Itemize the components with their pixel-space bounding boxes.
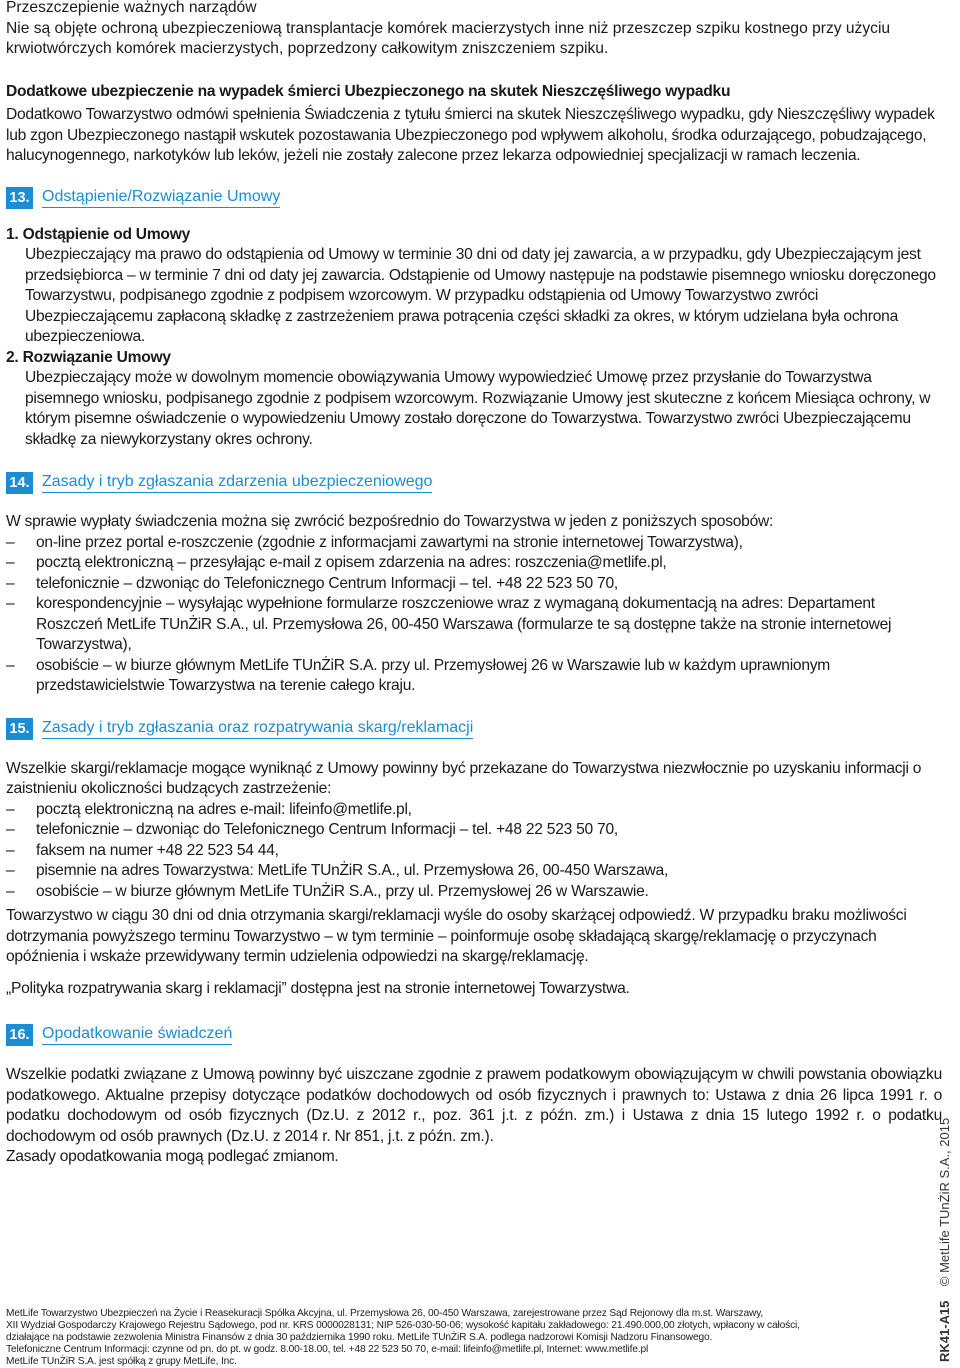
document-code-sidebar [937, 1118, 952, 1362]
document-code: RK41-A15 [937, 1300, 952, 1362]
section-number: 15. [6, 718, 33, 740]
tax-text: Wszelkie podatki związane z Umową powinny być uiszczane zgodnie z prawem podatkowym obowiązującym w chwili powstania obowiązku podatkowego. Aktualne przepisy dotyczące podatków dochodowych od osób fizycznych i prawnych to: Ustawa z dnia 26 lipca 1991 r. o podatku dochodowym od osób fizycznych (Dz.U. z 2012 r., poz. 361 j.t. z późn. zm.) i Ustawa z dnia 15 lutego 1992 r. o podatku dochodowym od osób prawnych (Dz.U. z 2014 r. Nr 851, j.t. z późn. zm.). [6, 1066, 942, 1145]
section-title: Zasady i tryb zgłaszania zdarzenia ubezpieczeniowego [42, 473, 432, 493]
accident-heading: Dodatkowe ubezpieczenie na wypadek śmierci Ubezpieczonego na skutek Nieszczęśliwego wypadku [6, 82, 731, 100]
subsection-text: Ubezpieczający może w dowolnym momencie obowiązywania Umowy wypowiedzieć Umowę przez przysłanie do Towarzystwa pisemnego wniosku, podpisanego zgodnie z podpisem wzorcowym. Rozwiązanie Umowy jest skuteczne z końcem Miesiąca ochrony, w którym pisemne oświadczenie o wypowiedzeniu Umowy zostało doręczone do Towarzystwa. Towarzystwo zwróci Ubezpieczającemu składkę za niewykorzystany okres ochrony. [25, 369, 931, 448]
list-item: – faksem na numer +48 22 523 54 44, [6, 841, 942, 862]
copyright-text: © MetLife TUnŻiR S.A., 2015 [937, 1117, 952, 1287]
section-16-heading [6, 1022, 942, 1048]
footer-line: działające na podstawie zezwolenia Ministra Finansów z dnia 30 października 1990 roku. MetLife TUnŻiR S.A. podlega nadzorowi Komisji Nadzoru Finansowego. [6, 1332, 713, 1343]
list-item: – osobiście – w biurze głównym MetLife TUnŻiR S.A., przy ul. Przemysłowej 26 w Warszawie. [6, 882, 942, 903]
footer-line: MetLife Towarzystwo Ubezpieczeń na Życie i Reasekuracji Spółka Akcyjna, ul. Przemysłowa 26, 00-450 Warszawa, zarejestrowane przez Sąd Rejonowy dla m.st. Warszawy, [6, 1308, 764, 1319]
section-number: 14. [6, 472, 33, 494]
footer-line: XII Wydział Gospodarczy Krajowego Rejestru Sądowego, pod nr. KRS 0000028131; NIP 526-030-50-06; wysokość kapitału zakładowego: 21.490.000,00 złotych, wpłacony w całości, [6, 1320, 800, 1331]
list-item: – pocztą elektroniczną – przesyłając e-mail z opisem zdarzenia na adres: roszczenia@metlife.pl, [6, 553, 942, 574]
section-title: Odstąpienie/Rozwiązanie Umowy [42, 188, 280, 208]
subsection-heading: 2. Rozwiązanie Umowy [6, 348, 171, 366]
tax-note: Zasady opodatkowania mogą podlegać zmianom. [6, 1148, 339, 1165]
list-item: – korespondencyjnie – wysyłając wypełnione formularze roszczeniowe wraz z wymaganą dokumentacją na adres: Departament Roszczeń MetLife TUnŻiR S.A., ul. Przemysłowa 26, 00-450 Warszawa (formularze te są dostępne także na stronie internetowej Towarzystwa), [6, 594, 942, 656]
footer-line: Telefoniczne Centrum Informacji: czynne od pn. do pt. w godz. 8.00-18.00, tel. +48 22 523 50 70, e-mail: lifeinfo@metlife.pl, Internet: www.metlife.pl [6, 1344, 649, 1355]
accident-text: Dodatkowo Towarzystwo odmówi spełnienia Świadczenia z tytułu śmierci na skutek Nieszczęśliwego wypadku, gdy Nieszczęśliwy wypadek lub zgon Ubezpieczonego nastąpił wskutek pozostawania Ubezpieczonego pod wpływem alkoholu, środka odurzającego, pobudzającego, halucynogennego, narkotyków lub leków, jeżeli nie zostały zalecone przez lekarza odpowiedniej specjalizacji w ramach leczenia. [6, 106, 935, 164]
complaint-response-text: Towarzystwo w ciągu 30 dni od dnia otrzymania skargi/reklamacji wyśle do osoby skarżącej odpowiedź. W przypadku braku możliwości dotrzymania powyższego terminu Towarzystwo – w tym terminie – poinformuje osobę składającą skargę/reklamację o przyczynach opóźnienia i wskaże przewidywany termin udzielenia odpowiedzi na skargę/reklamację. [6, 907, 907, 965]
complaint-channel-list [6, 800, 942, 903]
contact-method-list [6, 533, 942, 697]
section-intro: W sprawie wypłaty świadczenia można się zwrócić bezpośrednio do Towarzystwa w jeden z poniższych sposobów: [6, 513, 774, 530]
list-item: – pocztą elektroniczną na adres e-mail: lifeinfo@metlife.pl, [6, 800, 942, 821]
list-item: – on-line przez portal e-roszczenie (zgodnie z informacjami zawartymi na stronie internetowej Towarzystwa), [6, 533, 942, 554]
list-item: – osobiście – w biurze głównym MetLife TUnŻiR S.A. przy ul. Przemysłowej 26 w Warszawie lub w każdym uprawnionym przedstawicielstwie Towarzystwa na terenie całego kraju. [6, 656, 942, 697]
policy-note: „Polityka rozpatrywania skarg i reklamacji” dostępna jest na stronie internetowej Towarzystwa. [6, 979, 630, 997]
subsection-text: Ubezpieczający ma prawo do odstąpienia od Umowy w terminie 30 dni od daty jej zawarcia, a w przypadku, gdy Ubezpieczającym jest przedsiębiorca – w terminie 7 dni od daty jej zawarcia. Odstąpienie od Umowy następuje na podstawie pisemnego wniosku doręczonego Towarzystwu, podpisanego zgodnie z podpisem wzorcowym. W przypadku odstąpienia od Umowy Towarzystwo zwróci Ubezpieczającemu zapłaconą składkę z zastrzeżeniem prawa potrącenia części składki za okres, w którym udzielana była ochrona ubezpieczeniowa. [25, 246, 936, 345]
list-item: – telefonicznie – dzwoniąc do Telefonicznego Centrum Informacji – tel. +48 22 523 50 70, [6, 574, 942, 595]
list-item: – telefonicznie – dzwoniąc do Telefonicznego Centrum Informacji – tel. +48 22 523 50 70, [6, 820, 942, 841]
list-item: – pisemnie na adres Towarzystwa: MetLife TUnŻiR S.A., ul. Przemysłowa 26, 00-450 Warszawa, [6, 861, 942, 882]
section-intro: Wszelkie skargi/reklamacje mogące wyniknąć z Umowy powinny być przekazane do Towarzystwa niezwłocznie po uzyskaniu informacji o zaistnieniu okoliczności budzących zastrzeżenie: [6, 759, 922, 797]
section-13-heading [6, 185, 942, 211]
intro-heading: Przeszczepienie ważnych narządów [6, 0, 257, 16]
section-number: 16. [6, 1024, 33, 1046]
section-title: Zasady i tryb zgłaszania oraz rozpatrywania skarg/reklamacji [42, 719, 473, 739]
section-title: Opodatkowanie świadczeń [42, 1025, 232, 1045]
section-14-heading [6, 470, 942, 496]
section-number: 13. [6, 187, 33, 209]
company-footer [6, 1308, 906, 1368]
section-15-heading [6, 716, 942, 742]
footer-line: MetLife TUnŻiR S.A. jest spółką z grupy MetLife, Inc. [6, 1356, 237, 1367]
subsection-heading: 1. Odstąpienie od Umowy [6, 225, 191, 243]
intro-text: Nie są objęte ochroną ubezpieczeniową transplantacje komórek macierzystych inne niż przeszczep szpiku kostnego przy użyciu krwiotwórczych komórek macierzystych, poprzedzony całkowitym zniszczeniem szpiku. [6, 19, 891, 57]
